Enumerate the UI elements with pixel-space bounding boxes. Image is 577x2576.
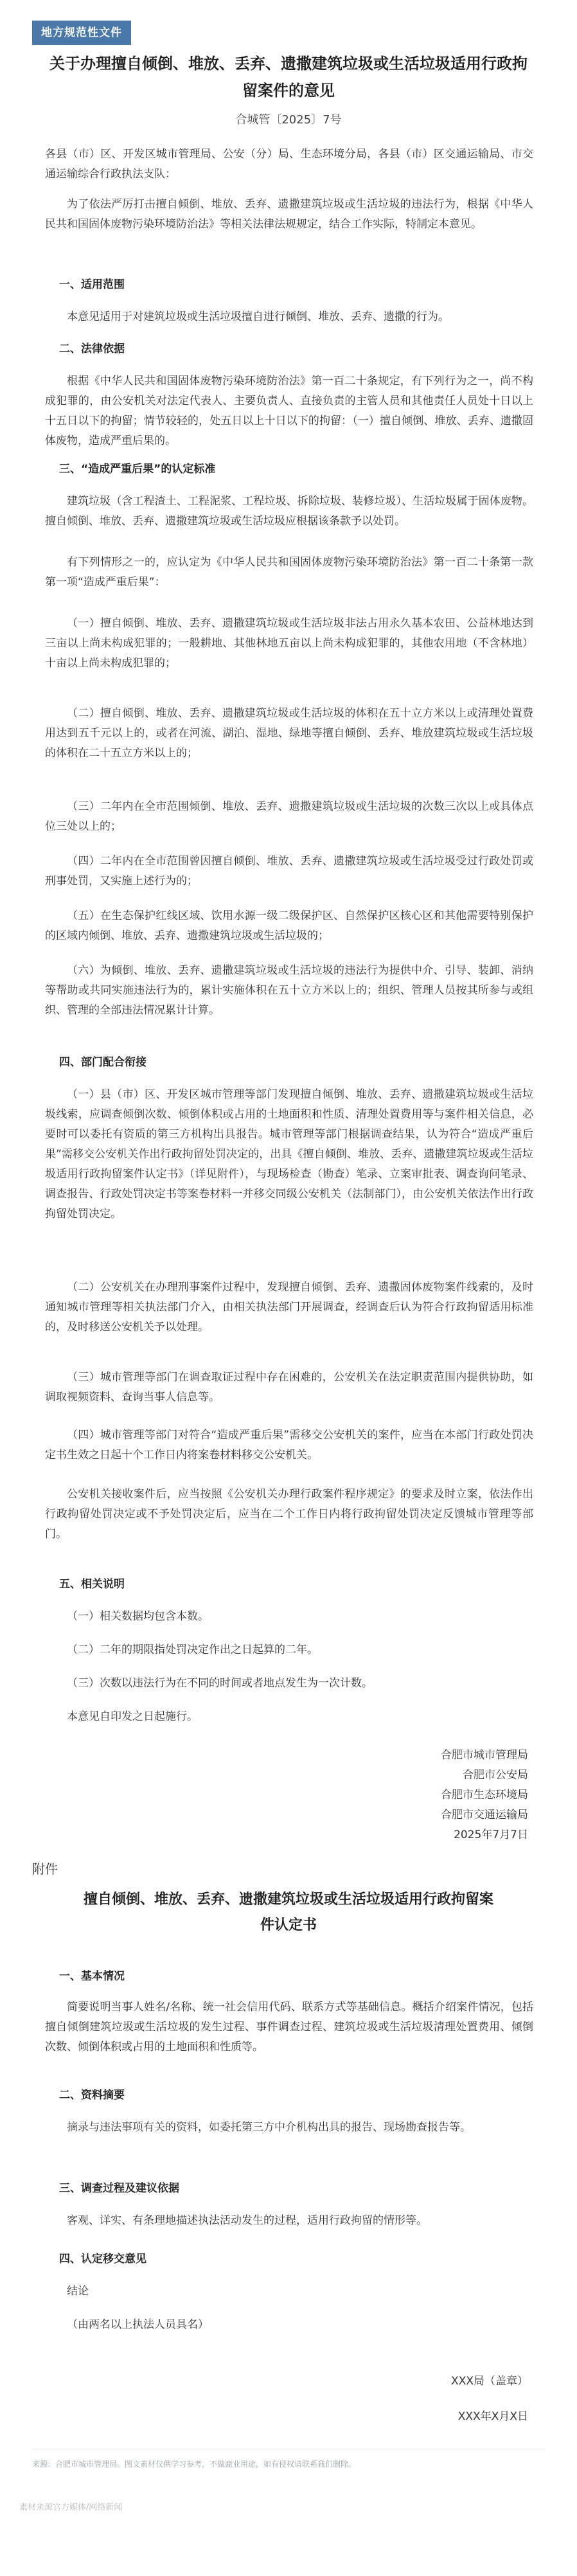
signature-line: 合肥市公安局 bbox=[463, 1769, 528, 1782]
closing-statement: 本意见自印发之日起施行。 bbox=[67, 1710, 198, 1723]
coordination-paragraph-3: （三）城市管理等部门在调查取证过程中存在困难的，公安机关在法定职责范围内提供协助，如调取视频资料、查询当事人信息等。 bbox=[45, 1371, 533, 1404]
intro-paragraph: 为了依法严厉打击擅自倾倒、堆放、丢弃、遗撒建筑垃圾或生活垃圾的违法行为，根据《中华人民共和国固体废物污染环境防治法》等相关法律法规规定，结合工作实际，特制定本意见。 bbox=[45, 198, 533, 231]
category-tag[interactable]: 地方规范性文件 bbox=[32, 21, 131, 45]
paragraph-scope: 本意见适用于对建筑垃圾或生活垃圾擅自进行倾倒、堆放、丢弃、遗撒的行为。 bbox=[67, 310, 449, 323]
criteria-item-3: （三）二年内在全市范围倾倒、堆放、丢弃、遗撒建筑垃圾或生活垃圾的次数三次以上或具体点位三处以上的； bbox=[45, 800, 533, 833]
section-heading-coordination: 四、部门配合衔接 bbox=[59, 1056, 146, 1069]
annex-heading-basic-info: 一、基本情况 bbox=[59, 1970, 125, 1983]
section-heading-legal-basis: 二、法律依据 bbox=[59, 343, 125, 355]
annex-heading-investigation: 三、调查过程及建议依据 bbox=[59, 2182, 179, 2195]
annex-heading-materials: 二、资料摘要 bbox=[59, 2089, 125, 2102]
coordination-paragraph-2: （二）公安机关在办理刑事案件过程中，发现擅自倾倒、丢弃、遗撒固体废物案件线索的，及时通知城市管理等相关执法部门介入，由相关执法部门开展调查，经调查后认为符合行政拘留适用标准的，及时移送公安机关予以处理。 bbox=[45, 1281, 533, 1334]
signature-line: 合肥市生态环境局 bbox=[441, 1789, 528, 1802]
coordination-paragraph-4: （四）城市管理等部门对符合“造成严重后果”需移交公安机关的案件，应当在本部门行政处罚决定书生效之日起十个工作日内将案卷材料移交公安机关。 bbox=[45, 1429, 533, 1462]
annex-paragraph-investigation: 客观、详实、有条理地描述执法活动发生的过程，适用行政拘留的情形等。 bbox=[67, 2214, 427, 2227]
signature-date: 2025年7月7日 bbox=[454, 1829, 528, 1841]
coordination-paragraph-5: 公安机关接收案件后，应当按照《公安机关办理行政案件程序规定》的要求及时立案，依法作出行政拘留处罚决定或不予处罚决定后，应当在二个工作日内将行政拘留处罚决定反馈城市管理等部门。 bbox=[45, 1488, 533, 1541]
section-heading-scope: 一、适用范围 bbox=[59, 278, 125, 291]
annex-heading-transfer-opinion: 四、认定移交意见 bbox=[59, 2253, 146, 2266]
criteria-item-1: （一）擅自倾倒、堆放、丢弃、遗撒建筑垃圾或生活垃圾非法占用永久基本农田、公益林地达到三亩以上尚未构成犯罪的；一般耕地、其他林地五亩以上尚未构成犯罪的，其他农用地（不含林地）十亩以上尚未构成犯罪的； bbox=[45, 617, 533, 670]
annex-title: 擅自倾倒、堆放、丢弃、遗撒建筑垃圾或生活垃圾适用行政拘留案件认定书 bbox=[83, 1891, 493, 1933]
note-item-3: （三）次数以违法行为在不同的时间或者地点发生为一次计数。 bbox=[67, 1677, 373, 1690]
annex-seal-line: XXX局（盖章） bbox=[451, 2375, 528, 2388]
document-number: 合城管〔2025〕7号 bbox=[235, 113, 342, 127]
note-item-2: （二）二年的期限指处罚决定作出之日起算的二年。 bbox=[67, 1643, 318, 1656]
annex-paragraph-materials: 摘录与违法事项有关的资料，如委托第三方中介机构出具的报告、现场勘查报告等。 bbox=[67, 2121, 471, 2134]
criteria-item-4: （四）二年内在全市范围曾因擅自倾倒、堆放、丢弃、遗撒建筑垃圾或生活垃圾受过行政处罚或刑事处罚，又实施上述行为的； bbox=[45, 855, 533, 888]
annex-signers-note: （由两名以上执法人员具名） bbox=[67, 2318, 209, 2331]
signature-block bbox=[441, 1746, 528, 1845]
signature-line: 合肥市交通运输局 bbox=[441, 1809, 528, 1821]
paragraph-criteria-2: 有下列情形之一的，应认定为《中华人民共和国固体废物污染环境防治法》第一百二十条第一款第一项“造成严重后果”： bbox=[45, 556, 533, 589]
annex-paragraph-basic-info: 简要说明当事人姓名/名称、统一社会信用代码、联系方式等基础信息。概括介绍案件情况，包括擅自倾倒建筑垃圾或生活垃圾的发生过程、事件调查过程、建筑垃圾或生活垃圾清理处置费用、倾倒次数、倾倒体积或占用的土地面积和性质等。 bbox=[45, 2001, 533, 2053]
section-heading-notes: 五、相关说明 bbox=[59, 1578, 125, 1591]
signature-line: 合肥市城市管理局 bbox=[441, 1749, 528, 1762]
annex-date: XXX年X月X日 bbox=[457, 2410, 528, 2423]
paragraph-legal-basis: 根据《中华人民共和国固体废物污染环境防治法》第一百二十条规定，有下列行为之一，尚不构成犯罪的，由公安机关对法定代表人、主要负责人、直接负责的主管人员和其他责任人员处十日以上十五日以下的拘留；情节较轻的，处五日以上十日以下的拘留：（一）擅自倾倒、堆放、丢弃、遗撒固体废物，造成严重后果的。 bbox=[45, 375, 533, 447]
coordination-paragraph-1: （一）县（市）区、开发区城市管理等部门发现擅自倾倒、堆放、丢弃、遗撒建筑垃圾或生活垃圾线索，应调查倾倒次数、倾倒体积或占用的土地面积和性质、清理处置费用等与案件相关信息，必要时可以委托有资质的第三方机构出具报告。城市管理等部门根据调查结果，认为符合“造成严重后果”需移交公安机关作出行政拘留处罚决定的，出具《擅自倾倒、堆放、丢弃、遗撒建筑垃圾或生活垃圾适用行政拘留案件认定书》（详见附件），与现场检查（勘查）笔录、立案审批表、调查询问笔录、调查报告、行政处罚决定书等案卷材料一并移交同级公安机关（法制部门），由公安机关依法作出行政拘留处罚决定。 bbox=[45, 1088, 533, 1221]
paragraph-criteria-1: 建筑垃圾（含工程渣土、工程泥浆、工程垃圾、拆除垃圾、装修垃圾）、生活垃圾属于固体废物。擅自倾倒、堆放、丢弃、遗撒建筑垃圾或生活垃圾应根据该条款予以处罚。 bbox=[45, 495, 533, 528]
note-item-1: （一）相关数据均包含本数。 bbox=[67, 1610, 209, 1623]
criteria-item-5: （五）在生态保护红线区域、饮用水源一级二级保护区、自然保护区核心区和其他需要特别保护的区域内倾倒、堆放、丢弃、遗撒建筑垃圾或生活垃圾的； bbox=[45, 909, 533, 942]
recipients: 各县（市）区、开发区城市管理局、公安（分）局、生态环境分局，各县（市）区交通运输局、市交通运输综合行政执法支队： bbox=[45, 148, 533, 181]
criteria-item-6: （六）为倾倒、堆放、丢弃、遗撒建筑垃圾或生活垃圾的违法行为提供中介、引导、装卸、消纳等帮助或共同实施违法行为的，累计实施体积在五十立方米以上的；组织、管理人员按其所参与或组织、管理的全部违法情况累计计算。 bbox=[45, 964, 533, 1017]
source-footnote: 来源：合肥市城市管理局。图文素材仅供学习参考，不做商业用途，如有侵权请联系我们删除。 bbox=[32, 2460, 357, 2469]
media-source[interactable]: 素材来源官方媒体/网络新闻 bbox=[19, 2503, 123, 2512]
document-title: 关于办理擅自倾倒、堆放、丢弃、遗撒建筑垃圾或生活垃圾适用行政拘留案件的意见 bbox=[49, 54, 528, 100]
annex-label: 附件 bbox=[32, 1861, 58, 1877]
criteria-item-2: （二）擅自倾倒、堆放、丢弃、遗撒建筑垃圾或生活垃圾的体积在五十立方米以上或清理处置费用达到五千元以上的，或者在河流、湖泊、湿地、绿地等擅自倾倒、丢弃、堆放建筑垃圾或生活垃圾的体积在二十五立方米以上的； bbox=[45, 707, 533, 760]
annex-conclusion-label: 结论 bbox=[67, 2285, 89, 2298]
section-heading-criteria: 三、“造成严重后果”的认定标准 bbox=[59, 463, 216, 476]
